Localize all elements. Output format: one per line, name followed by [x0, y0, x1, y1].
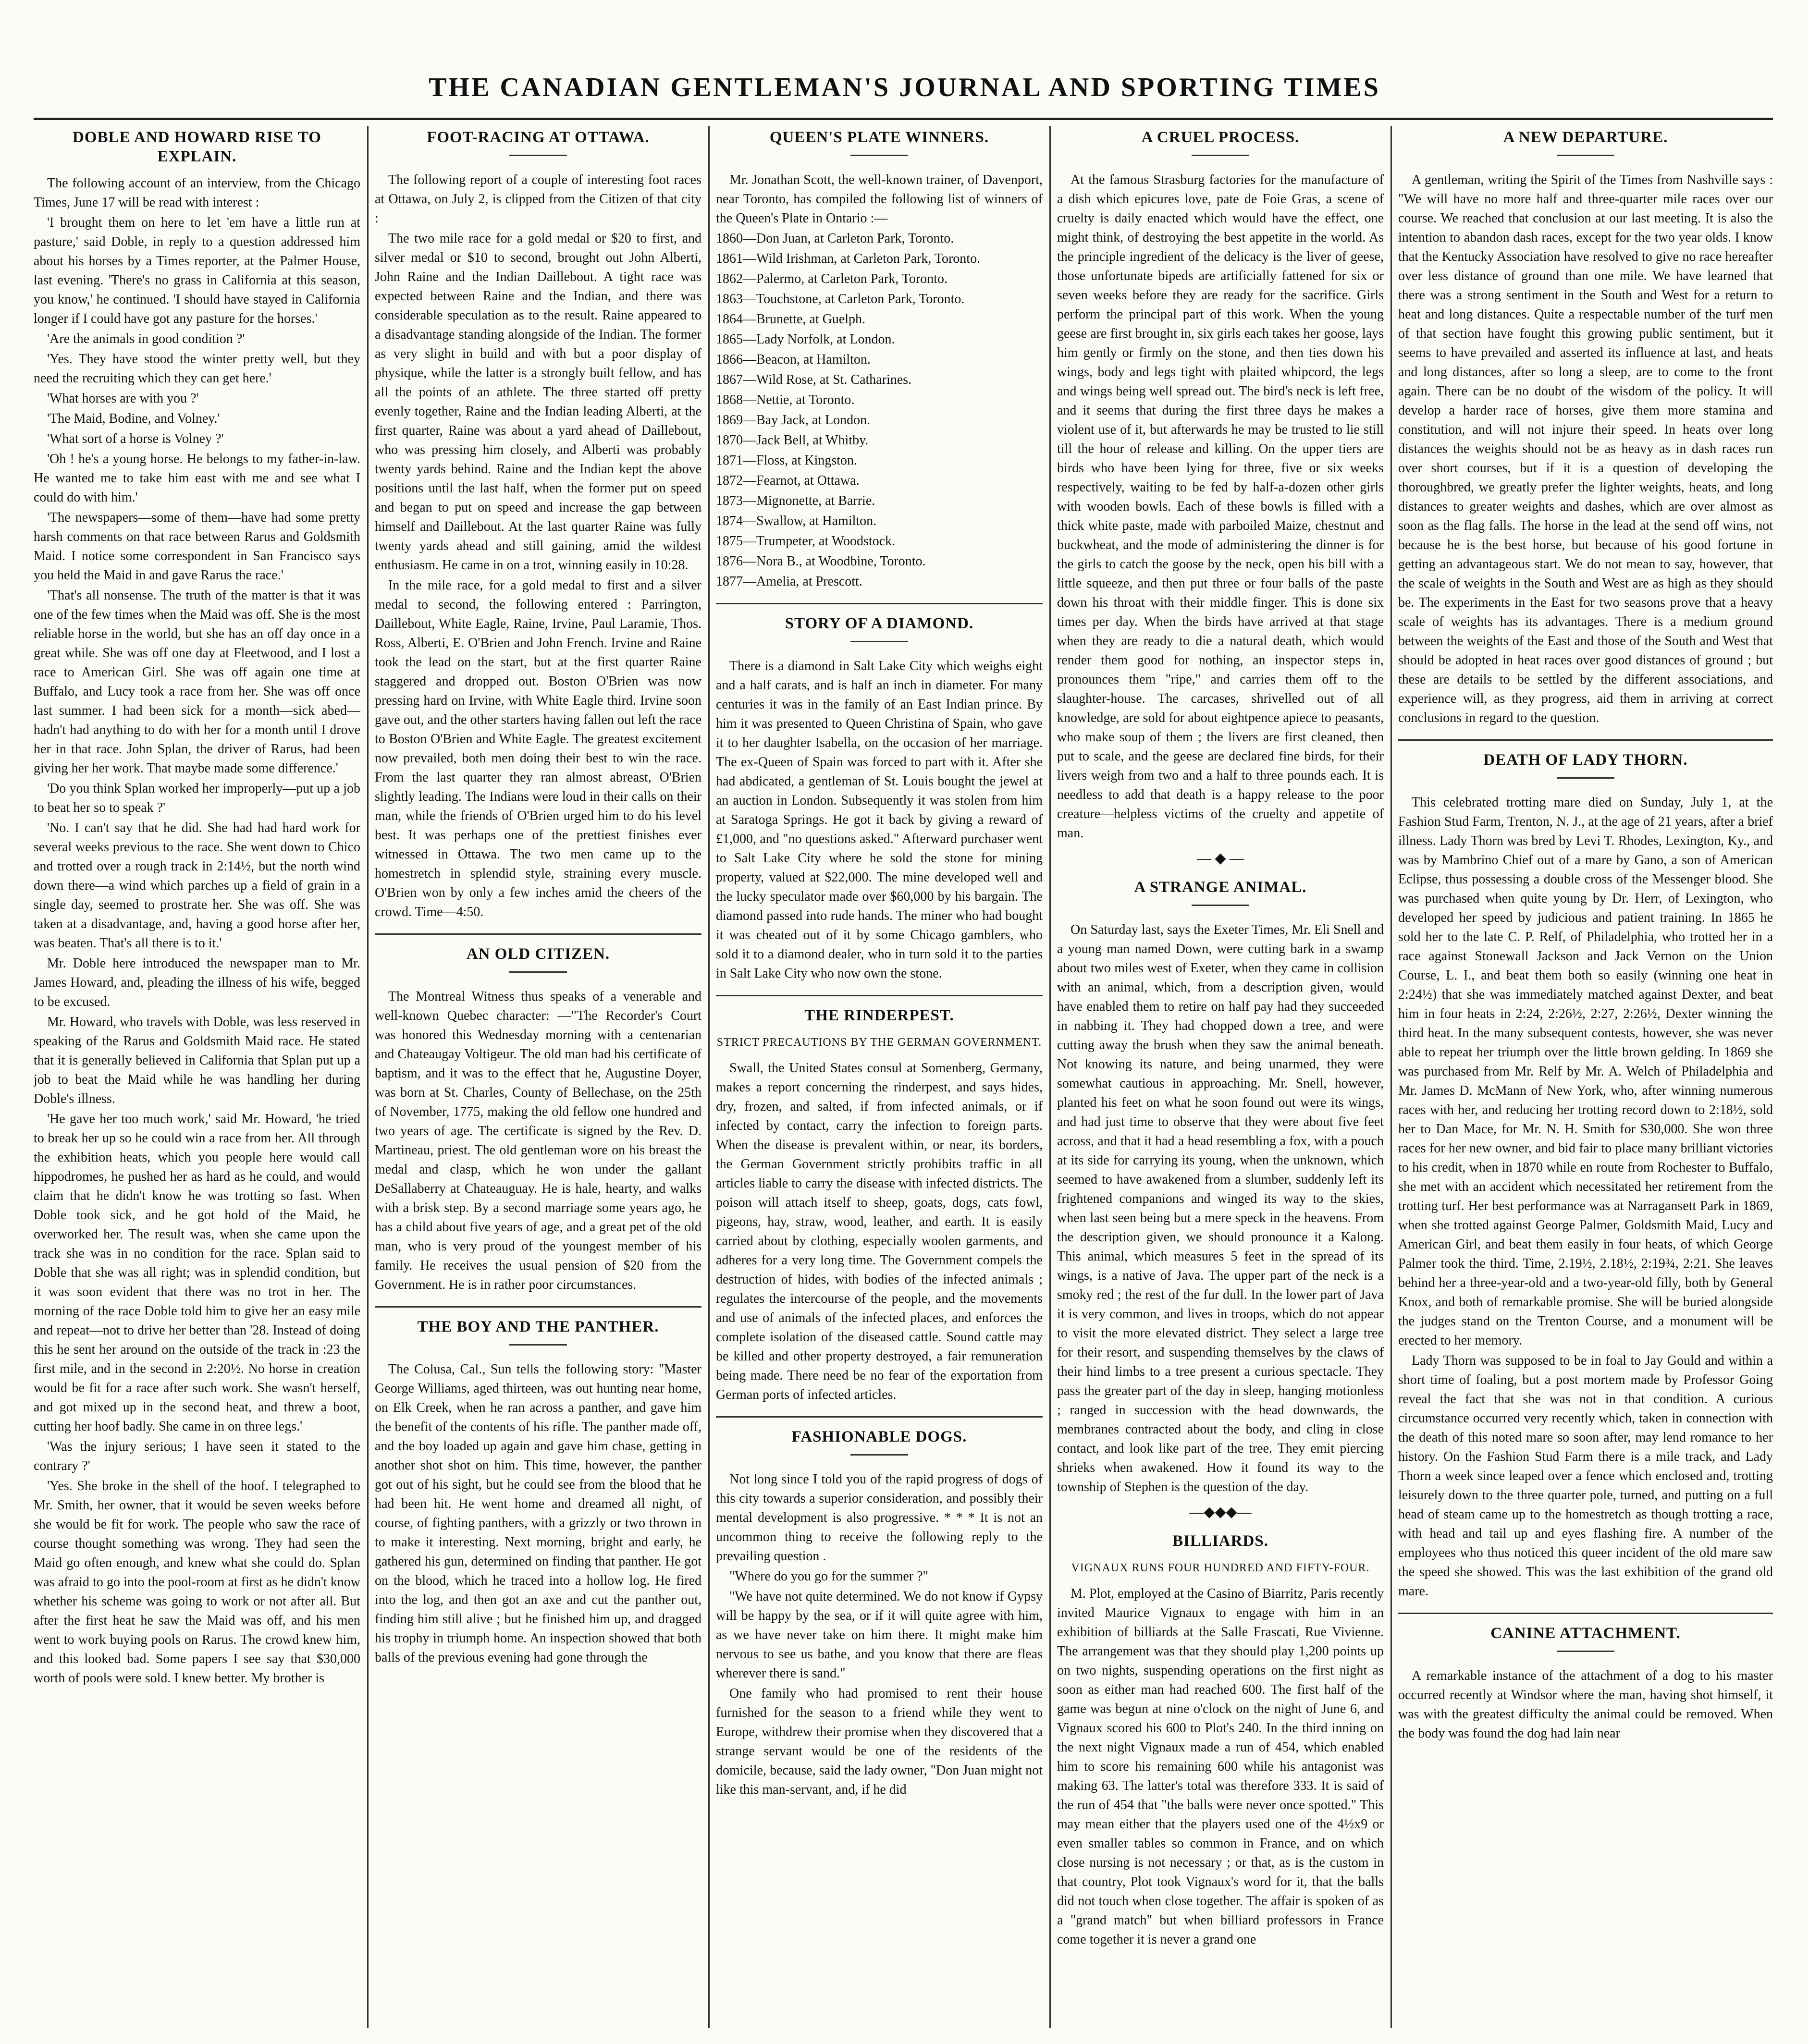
ornament-divider: —◆◆◆—: [1189, 1504, 1252, 1520]
paragraph: 'Oh ! he's a young horse. He belongs to my father-in-law. He wanted me to take him east with me and see what I could do with him.': [34, 452, 360, 505]
article-title: THE BOY AND THE PANTHER.: [417, 1318, 659, 1335]
paragraph: 1876—Nora B., at Woodbine, Toronto.: [716, 554, 926, 569]
article-body: [375, 1360, 701, 1667]
article-title: DOBLE AND HOWARD RISE TO EXPLAIN.: [73, 129, 321, 165]
article-title: A CRUEL PROCESS.: [1141, 129, 1300, 146]
article-title: AN OLD CITIZEN.: [466, 945, 610, 963]
paragraph: 'The newspapers—some of them—have had some pretty harsh comments on that race between Rarus and Goldsmith Maid. I notice some correspondent in San Francisco says you held the Maid in and gave Rarus the race.': [34, 510, 360, 583]
paragraph: 'Yes. They have stood the winter pretty well, but they need the recruiting which they can get here.': [34, 352, 360, 386]
paragraph: 1868—Nettie, at Toronto.: [716, 392, 855, 407]
article-title: BILLIARDS.: [1172, 1532, 1268, 1550]
divider: [509, 155, 567, 156]
article-title: A STRANGE ANIMAL.: [1134, 879, 1307, 896]
column-divider: [1391, 126, 1392, 2028]
paragraph: The following account of an interview, from the Chicago Times, June 17 will be read with interest :: [34, 176, 360, 210]
article-title: STORY OF A DIAMOND.: [785, 615, 974, 632]
paragraph: 'What sort of a horse is Volney ?': [47, 431, 224, 446]
ornament-divider: — ◆ —: [1196, 850, 1244, 866]
paragraph: At the famous Strasburg factories for the manufacture of a dish which epicures love, pate de Foie Gras, a scene of cruelty is daily enacted which would have the effect, one might think, of destroying the best appetite in the world. As the principle ingredient of the delicacy is the liver of geese, those unfortunate bipeds are artificially fattened for six or seven weeks before they are ready for the sacrifice. Girls perform the principal part of this work. When the young geese are first brought in, six girls each takes her goose, lays him gently or firmly on the stone, and then ties down his wings, body and legs tight with plaited whipcord, the legs and wings being well spread out. The bird's neck is left free, and it seems that during the first three days he makes a violent use of it, but afterwards he may be trusted to lie still till the hour of release and killing. On the upper tiers are birds who have been lying for three, five or six weeks respectively, waiting to be fed by half-a-dozen other girls with wooden bowls. Each of these bowls is filled with a thick white paste, made with parboiled Maize, chestnut and buckwheat, and the mode of administering the dinner is for the girls to catch the goose by the neck, open his bill with a little squeeze, and then put three or four balls of the paste down his throat with their middle finger. This is done six times per day. When the birds have arrived at that stage when they are ready to die a natural death, which would render them good for nothing, an inspector steps in, pronounces them "ripe," and carries them off to the slaughter-house. The carcases, shrivelled out of all knowledge, are sold for about eightpence apiece to peasants, who make soup of them ; the livers are first cleaned, then put to scale, and the geese are declared fine birds, for their livers weigh from two and a half to three pounds each. It is needless to add that death is a happy release to the poor creature—helpless victims of the cruelty and appetite of man.: [1057, 172, 1384, 841]
divider: [509, 971, 567, 973]
paragraph: 1862—Palermo, at Carleton Park, Toronto.: [716, 271, 948, 286]
article-subtitle: VIGNAUX RUNS FOUR HUNDRED AND FIFTY-FOUR.: [1071, 1562, 1370, 1574]
article-title: THE RINDERPEST.: [804, 1007, 954, 1024]
paragraph: 1872—Fearnot, at Ottawa.: [716, 473, 860, 488]
column-3: [716, 126, 1043, 2028]
article-body: [1398, 171, 1773, 728]
paragraph: 'He gave her too much work,' said Mr. Howard, 'he tried to break her up so he could win a race from her. All through the exhibition heats, which you people here would call hippodromes, he pushed her as hard as he could, and would claim that he didn't know he was trotting so fast. When Doble took sick, and he got hold of the Maid, he overworked her. The result was, when she came upon the track she was in no condition for the race. Splan said to Doble that she was all right; was in splendid condition, but it was soon evident that there was no trot in her. The morning of the race Doble told him to give her an easy mile and repeat—not to drive her better than '28. Instead of doing this he sent her around on the outside of the track in :23 the first mile, and in the second in 2:20½. No horse in creation would be fit for a race after such work. She wasn't herself, and got mixed up in the second heat, and threw a boot, cutting her hoof badly. She came in on three legs.': [34, 1112, 360, 1434]
article-body: [1398, 793, 1773, 1601]
divider: [716, 1416, 1043, 1418]
paragraph: This celebrated trotting mare died on Sunday, July 1, at the Fashion Stud Farm, Trenton, N. J., at the age of 21 years, after a brief illness. Lady Thorn was bred by Levi T. Rhodes, Lexington, Ky., and was by Mambrino Chief out of a mare by Gano, a son of American Eclipse, thus possessing a double cross of the Messenger blood. She was purchased when quite young by Dr. Herr, of Lexington, who developed her speed by judicious and patient training. In 1865 he sold her to the late C. P. Relf, of Philadelphia, who trotted her in a race against Stonewall Jackson and Jack Vernon on the Union Course, L. I., and beat them both so easily (winning one heat in 2:24½) that she was immediately matched against Dexter, and beat him in four heats in 2:24, 2:26½, 2:27, 2:26½, Dexter winning the third heat. In the many subsequent contests, however, she was never able to repeat her triumph over the little brown gelding. In 1869 she was purchased from Mr. Relf by Mr. A. Welch of Philadelphia and Mr. James D. McMann of New York, who, after winning numerous races with her, and reducing her trotting record down to 2:18½, sold her to Dan Mace, for Mr. N. H. Smith for $30,000. She won three races for her new owner, and bid fair to place many brilliant victories to his credit, when in 1870 while en route from Rochester to Buffalo, she met with an accident which necessitated her retirement from the trotting turf. Her best performance was at Narragansett Park in 1869, when she trotted against George Palmer, Goldsmith Maid, Lucy and American Girl, and beat them easily in four heats, of which George Palmer took the third. Time, 2.19½, 2.18½, 2:19¾, 2:21. She leaves behind her a three-year-old and a two-year-old filly, both by General Knox, and both of remarkable promise. She will be buried alongside the judges stand on the Trenton Course, and a monument will be erected to her memory.: [1398, 795, 1773, 1348]
paragraph: 1873—Mignonette, at Barrie.: [716, 493, 875, 508]
column-divider: [367, 126, 369, 2028]
paragraph: The Colusa, Cal., Sun tells the following story: "Master George Williams, aged thirteen, was out hunting near home, on Elk Creek, when he ran across a panther, and gave him the benefit of the contents of his rifle. The panther made off, and the boy loaded up again and gave him chase, getting in another shot shot on him. This time, however, the panther got out of his sight, but he could see from the blood that he had been hit. He went home and dreamed all night, of course, of fighting panthers, with a grizzly or two thrown in to make it interesting. Next morning, bright and early, he gathered his gun, determined on finding that panther. He got on the blood, which he traced into a hollow log. He fired into the log, and then got an axe and cut the panther out, finding him still alive ; but he finished him up, and dragged his trophy in triumph home. An inspection showed that both balls of the previous evening had gone through the: [375, 1362, 701, 1665]
divider: [1192, 905, 1249, 906]
paragraph: Lady Thorn was supposed to be in foal to Jay Gould and within a short time of foaling, but a post mortem made by Professor Going reveal the fact that she was not in that condition. A curious circumstance occurred very recently which, taken in connection with the death of this noted mare so soon after, may lend romance to her history. On the Fashion Stud Farm there is a mile track, and Lady Thorn a week since leaped over a fence which enclosed and, trotting leisurely down to the three quarter pole, turned, and putting on a full head of steam came up to the homestretch as though trotting a race, with head and tail up and eyes flashing fire. A number of the employees who thus noticed this queer incident of the old mare saw the speed she showed. This was the last exhibition of the grand old mare.: [1398, 1353, 1773, 1599]
article-body: [716, 1470, 1043, 1799]
paragraph: On Saturday last, says the Exeter Times, Mr. Eli Snell and a young man named Down, were cutting bark in a swamp about two miles west of Exeter, when they came in collision with an animal, which, from a description given, would have enabled them to retire on half pay had they succeeded in nabbing it. They had chopped down a tree, and were cutting away the brush when they saw the animal beneath. Not knowing its nature, and being unarmed, they were somewhat cautious in approaching. Mr. Snell, however, planted his feet on what he soon found out were its wings, and had just time to observe that they were about five feet across, and that it had a head resembling a fox, with a pouch at its side for carrying its young, when the unknown, which seemed to have awakened from a slumber, suddenly left its frightened companions and winged its way to the skies, when last seen being but a mere speck in the heavens. From the description given, we should pronounce it a Kalong. This animal, which measures 5 feet in the spread of its wings, is a native of Java. The upper part of the neck is a smoky red ; the rest of the fur dull. In the lower part of Java it is very common, and lives in troops, which do not appear to visit the more elevated district. They select a large tree for their resort, and suspending themselves by the claws of their hind limbs to a tree present a curious spectacle. They pass the greater part of the day in sleep, hanging motionless ; ranged in succession with the head downwards, the membranes contracted about the body, and cling in close contact, and look like part of the tree. They emit piercing shrieks when awakened. How it found its way to the township of Stephen is the question of the day.: [1057, 922, 1384, 1494]
article-body: [375, 171, 701, 922]
column-2: [375, 126, 701, 2028]
paragraph: 1860—Don Juan, at Carleton Park, Toronto.: [716, 231, 954, 246]
article-body: [716, 1059, 1043, 1405]
masthead-rule: [34, 118, 1773, 120]
masthead: THE CANADIAN GENTLEMAN'S JOURNAL AND SPORTING TIMES: [429, 73, 1380, 102]
paragraph: 'Yes. She broke in the shell of the hoof. I telegraphed to Mr. Smith, her owner, that it would be seven weeks before she would be fit for work. The people who saw the race of course thought something was wrong. They had seen the Maid go often enough, and knew what she could do. Splan was afraid to go into the pool-room at first as he didn't know whether his scheme was going to work or not after all. But after the first heat he saw the Maid was off, and his men went to work buying pools on Rarus. The crowd knew him, and this looked bad. Some papers I see say that $30,000 worth of pools were sold. I knew better. My brother is: [34, 1479, 360, 1686]
article-body: [716, 657, 1043, 983]
paragraph: Mr. Doble here introduced the newspaper man to Mr. James Howard, and, pleading the illness of his wife, begged to be excused.: [34, 956, 360, 1009]
paragraph: 'Are the animals in good condition ?': [47, 331, 245, 346]
winners-list: [716, 229, 1043, 591]
divider: [716, 603, 1043, 604]
paragraph: Mr. Howard, who travels with Doble, was less reserved in speaking of the Rarus and Goldsmith Maid race. He stated that it is generally believed in California that Splan put up a job to beat the Maid while he was handling her during Doble's illness.: [34, 1015, 360, 1106]
article-title: QUEEN'S PLATE WINNERS.: [769, 129, 989, 146]
paragraph: 'I brought them on here to let 'em have a little run at pasture,' said Doble, in reply to a question addressed him about his horses by a Times reporter, at the Palmer House, last evening. 'There's no grass in California at this season, you know,' he continued. 'I should have stayed in California longer if I could have got any pasture for the horses.': [34, 215, 360, 326]
divider: [1398, 1613, 1773, 1614]
paragraph: 1864—Brunette, at Guelph.: [716, 312, 866, 327]
paragraph: One family who had promised to rent their house furnished for the season to a friend while they went to Europe, withdrew their promise when they discovered that a strange servant would be one of the residents of the domicile, because, said the lady owner, "Don Juan might not like this man-servant, and, if he did: [716, 1686, 1043, 1797]
divider: [509, 1344, 567, 1346]
paragraph: 1871—Floss, at Kingston.: [716, 453, 858, 468]
divider: [375, 1306, 701, 1308]
article-subtitle: STRICT PRECAUTIONS BY THE GERMAN GOVERNMENT.: [716, 1036, 1042, 1049]
paragraph: The two mile race for a gold medal or $20 to first, and silver medal or $10 to second, brought out John Alberti, John Raine and the Indian Daillebout. A tight race was expected between Raine and the Indian, and there was considerable speculation as to the result. Raine appeared to a disadvantage standing alongside of the Indian. The former as very slight in build and with but a poor display of physique, while the latter is a strongly built fellow, and has all the points of an athlete. The three started off pretty evenly together, Raine and the Indian leading Alberti, at the first quarter, Raine was about a yard ahead of Daillebout, who was pressing him closely, and Alberti was probably twenty yards behind. Raine and the Indian kept the above positions until the last half, when the former put on speed and began to put on speed and increase the gap between himself and Daillebout. At the last quarter Raine was fully twenty yards ahead and still gaining, amid the wildest enthusiasm. He came in on a trot, winning easily in 10:28.: [375, 231, 701, 573]
paragraph: 1874—Swallow, at Hamilton.: [716, 514, 877, 528]
column-4: [1057, 126, 1384, 2028]
divider: [1557, 1651, 1614, 1652]
divider: [1398, 739, 1773, 741]
paragraph: 'What horses are with you ?': [47, 391, 199, 406]
paragraph: Swall, the United States consul at Somenberg, Germany, makes a report concerning the rinderpest, and says hides, dry, frozen, and salted, if from infected animals, or if infected by contact, carry the infection to foreign parts. When the disease is prevalent within, or near, its borders, the German Government strictly prohibits traffic in all articles liable to carry the disease with infected districts. The poison will attach itself to sheep, goats, dogs, cats fowl, pigeons, hay, straw, wood, leather, and earth. It is easily carried about by clothing, especially woolen garments, and adheres for a very long time. The Government compels the destruction of hides, with bodies of the infected animals ; regulates the intercourse of the people, and the movements and use of animals of the infected places, and enforces the complete isolation of the diseased cattle. Sound cattle may be killed and other property destroyed, a fair remuneration being made. There need be no fear of the exportation from German ports of infected articles.: [716, 1061, 1043, 1402]
divider: [850, 155, 908, 156]
paragraph: Not long since I told you of the rapid progress of dogs of this city towards a superior consideration, and possibly their mental development is also progressive. * * * It is not an uncommon thing to receive the following reply to the prevailing question .: [716, 1472, 1043, 1564]
article-body: [1057, 920, 1384, 1497]
article-body: [1398, 1666, 1773, 1743]
article-title: A NEW DEPARTURE.: [1503, 129, 1668, 146]
article-intro: Mr. Jonathan Scott, the well-known trainer, of Davenport, near Toronto, has compiled the following list of winners of the Queen's Plate in Ontario :—: [716, 172, 1043, 226]
paragraph: There is a diamond in Salt Lake City which weighs eight and a half carats, and is half an inch in diameter. For many centuries it was in the family of an East Indian prince. By him it was presented to Queen Christina of Spain, who gave it to her daughter Isabella, on the occasion of her marriage. The ex-Queen of Spain was forced to part with it. After she had abdicated, a gentleman of St. Louis bought the jewel at an auction in London. Subsequently it was stolen from him at Saratoga Springs. He got it back by giving a reward of £1,000, and "no questions asked." Afterward purchaser went to Salt Lake City where he sold the stone for mining property, valued at $22,000. The mine developed well and the lucky speculator made over $60,000 by his bargain. The diamond passed into rude hands. The miner who had bought it was cheated out of it by some Chicago gamblers, who sold it to a diamond dealer, who in turn sold it to the parties in Salt Lake City who now own the stone.: [716, 659, 1043, 981]
paragraph: 1877—Amelia, at Prescott.: [716, 574, 862, 589]
paragraph: 1867—Wild Rose, at St. Catharines.: [716, 372, 912, 387]
paragraph: The Montreal Witness thus speaks of a venerable and well-known Quebec character: —"The Recorder's Court was honored this Wednesday morning with a centenarian and Chateaugay Voltigeur. The old man had his certificate of baptism, and it was to the effect that he, Augustine Doyer, was born at St. Charles, County of Bellechase, on the 25th of November, 1775, making the old fellow one hundred and two years of age. The certificate is signed by the Rev. D. Martineau, priest. The old gentleman wore on his breast the medal and clasp, which he won under the gallant DeSallaberry at Chateauguay. He is hale, hearty, and walks with a brisk step. By a second marriage some years ago, he has a child about five years of age, and a great pet of the old man, who is very proud of the youngest member of his family. He receives the usual pension of $20 from the Government. He is in rather poor circumstances.: [375, 989, 701, 1292]
paragraph: 'No. I can't say that he did. She had had hard work for several weeks previous to the race. She went down to Chico and trotted over a rough track in 2:14½, but the north wind down there—a wind which parches up a field of grain in a single day, seemed to prostrate her. She was off. She was taken at a disadvantage, and, having a good horse after her, was beaten. That's all there is to it.': [34, 820, 360, 951]
paragraph: In the mile race, for a gold medal to first and a silver medal to second, the following entered : Parrington, Daillebout, White Eagle, Raine, Irvine, Paul Laramie, Thos. Ross, Alberti, E. O'Brien and John French. Irvine and Raine took the lead on the start, but at the first quarter Raine staggered and dropped out. Boston O'Brien was now pressing hard on Irvine, with White Eagle third. Irvine soon gave out, and the other starters having fallen out left the race to Boston O'Brien and White Eagle. The greatest excitement now prevailed, both men doing their best to win the race. From the last quarter they ran almost abreast, O'Brien slightly leading. The Indians were loud in their calls on their man, while the friends of O'Brien urged him to do his level best. It was perhaps one of the prettiest finishes ever witnessed in Ottawa. The two men came up to the homestretch in splendid style, straining every muscle. O'Brien won by only a few inches amid the cheers of the crowd. Time—4:50.: [375, 578, 701, 919]
column-5: [1398, 126, 1773, 2028]
divider: [1557, 155, 1614, 156]
column-divider: [1049, 126, 1051, 2028]
paragraph: A remarkable instance of the attachment of a dog to his master occurred recently at Windsor where the man, having shot himself, it was with the greatest difficulty the animal could be removed. When the body was found the dog had lain near: [1398, 1668, 1773, 1741]
paragraph: 1863—Touchstone, at Carleton Park, Toronto.: [716, 292, 965, 306]
article-title: CANINE ATTACHMENT.: [1490, 1625, 1681, 1642]
paragraph: "Where do you go for the summer ?": [729, 1569, 928, 1584]
paragraph: A gentleman, writing the Spirit of the Times from Nashville says : "We will have no more half and three-quarter mile races over our course. We reached that conclusion at our last meeting. It is also the intention to abandon dash races, except for the two year olds. I know that the Kentucky Association have resolved to give no race hereafter over less distance of ground than one mile. We have learned that there was a strong sentiment in the South and West for a return to heat and long distances. Quite a respectable number of the turf men of that section have fought this growing public sentiment, but it seems to have prevailed and asserted its influence at last, and heats and long distances, after so long a sleep, are to come to the front again. There can be no doubt of the wisdom of the policy. It will develop a harder race of horses, give them more stamina and constitution, and will not injure their speed. In heats over long distances the weights should not be as heavy as in dash races run over short courses, but if it is a question of developing the thoroughbred, we greatly prefer the lighter weights, heats, and long distances to greater weights and dashes, which are over almost as soon as the flag falls. The horse in the lead at the send off wins, not because he is the best horse, but because of his good fortune in getting an advantageous start. We do not mean to say, however, that the scale of weights in the South and West are as high as they should be. The experiments in the East for two seasons prove that a heavy scale of weights has its advantages. There is a medium ground between the weights of the East and those of the South and West that should be adopted in heat races over good distances of ground ; but these are details to be settled by the different associations, and experience will, as they progress, aid them in arriving at correct conclusions in regard to the question.: [1398, 172, 1773, 725]
article-title: FASHIONABLE DOGS.: [791, 1428, 967, 1445]
paragraph: "We have not quite determined. We do not know if Gypsy will be happy by the sea, or if it will quite agree with him, as we have never take on him there. It might make him nervous to see us bathe, and you know that there are fleas wherever there is sand.": [716, 1589, 1043, 1681]
column-divider: [708, 126, 710, 2028]
paragraph: 1865—Lady Norfolk, at London.: [716, 332, 895, 347]
divider: [1557, 777, 1614, 779]
divider: [850, 641, 908, 642]
paragraph: 'Do you think Splan worked her improperly—put up a job to beat her so to speak ?': [34, 781, 360, 815]
paragraph: The following report of a couple of interesting foot races at Ottawa, on July 2, is clipped from the Citizen of that city :: [375, 172, 701, 226]
article-body: [1057, 171, 1384, 843]
paragraph: 'Was the injury serious; I have seen it stated to the contrary ?': [34, 1439, 360, 1473]
paragraph: 1869—Bay Jack, at London.: [716, 413, 871, 428]
paragraph: 1870—Jack Bell, at Whitby.: [716, 433, 869, 448]
article-body: [375, 987, 701, 1295]
paragraph: 'That's all nonsense. The truth of the matter is that it was one of the few times when the Maid was off. She is the most reliable horse in the world, but she has an off day once in a great while. She was off one day at Fleetwood, and I lost a race to American Girl. She was off again one time at Buffalo, and Lucy took a race from her. She was off once last summer. I had been sick for a month—sick abed—hadn't had anything to do with her for a month until I drove her in that race. John Splan, the driver of Rarus, had been giving her her work. That maybe made some difference.': [34, 588, 360, 776]
paragraph: M. Plot, employed at the Casino of Biarritz, Paris recently invited Maurice Vignaux to engage with him in an exhibition of billiards at the Salle Frascati, Rue Vivienne. The arrangement was that they should play 1,200 points up on two nights, suspending operations on the first night as soon as either man had reached 600. The first half of the game was begun at nine o'clock on the night of June 6, and Vignaux scored his 600 to Plot's 240. In the third inning on the next night Vignaux made a run of 454, which enabled him to score his remaining 600 while his antagonist was making 63. The latter's total was therefore 333. It is said of the run of 454 that "the balls were never once spotted." This may mean either that the players used one of the 4½x9 or even smaller tables so common in France, and on which close nursing is not necessary ; or that, as is the custom in that country, Plot took Vignaux's word for it, that the balls did not touch when close together. The affair is spoken of as a "grand match" but when billiard professors in France come together it is never a grand one: [1057, 1586, 1384, 1947]
article-title: FOOT-RACING AT OTTAWA.: [427, 129, 650, 146]
article-body: [1057, 1584, 1384, 1949]
paragraph: 1861—Wild Irishman, at Carleton Park, Toronto.: [716, 251, 981, 266]
column-1: [34, 126, 360, 2028]
divider: [1192, 155, 1249, 156]
paragraph: 'The Maid, Bodine, and Volney.': [47, 411, 220, 426]
article-body: [34, 174, 360, 1688]
article-title: DEATH OF LADY THORN.: [1483, 751, 1688, 769]
paragraph: 1866—Beacon, at Hamilton.: [716, 352, 871, 367]
divider: [850, 1454, 908, 1456]
divider: [716, 995, 1043, 996]
paragraph: 1875—Trumpeter, at Woodstock.: [716, 534, 896, 549]
divider: [375, 933, 701, 935]
